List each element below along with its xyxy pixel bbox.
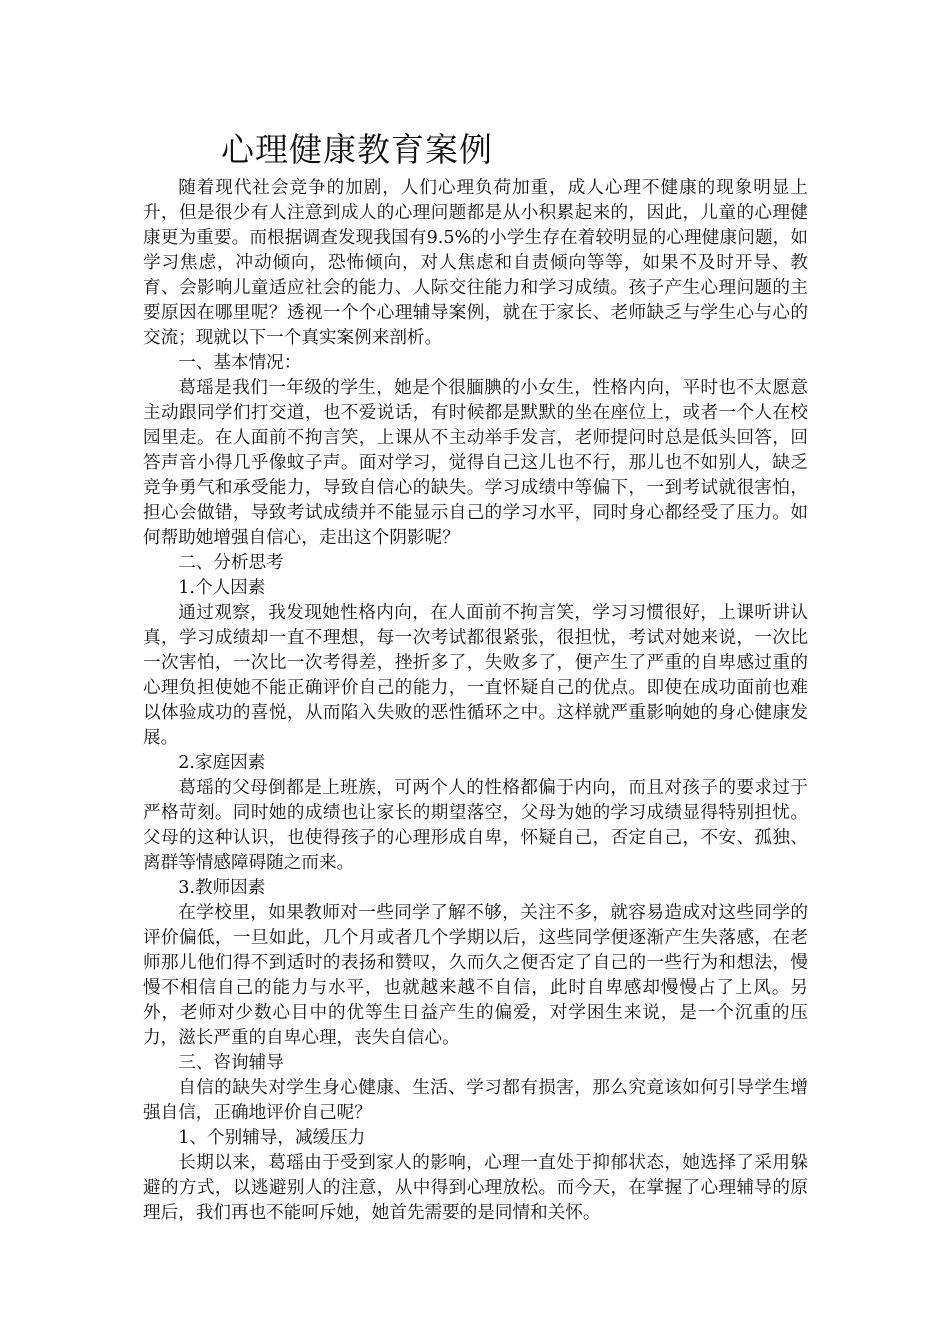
personal-factor-paragraph: 通过观察，我发现她性格内向，在人面前不拘言笑，学习习惯很好，上课听讲认真，学习成绩却一直不理想，每一次考试都很紧张，很担忧，考试对她来说，一次比一次害怕，一次比一次考得差，挫折多了，失败多了，便产生了严重的自卑感过重的心理负担使她不能正确评价自己的能力，一直怀疑自己的优点。即使在成功面前也难以体验成功的喜悦，从而陷入失败的恶性循环之中。这样就严重影响她的身心健康发展。 <box>143 603 808 748</box>
basic-info-paragraph: 葛瑶是我们一年级的学生，她是个很腼腆的小女生，性格内向，平时也不太愿意主动跟同学们打交道，也不爱说话，有时候都是默默的坐在座位上，或者一个人在校园里走。在人面前不拘言笑，上课从不主动举手发言，老师提问时总是低头回答，回答声音小得几乎像蚊子声。面对学习，觉得自己这儿也不行，那儿也不如别人，缺乏竞争勇气和承受能力，导致自信心的缺失。学习成绩中等偏下，一到考试就很害怕，担心会做错，导致考试成绩并不能显示自己的学习水平，同时身心都经受了压力。如何帮助她增强自信心，走出这个阴影呢？ <box>143 378 808 548</box>
section-heading-counseling: 三、咨询辅导 <box>178 1053 284 1073</box>
section-heading-basic-info: 一、基本情况： <box>178 353 302 373</box>
teacher-factor-paragraph: 在学校里，如果教师对一些同学了解不够，关注不多，就容易造成对这些同学的评价偏低，一旦如此，几个月或者几个学期以后，这些同学便逐渐产生失落感，在老师那儿他们得不到适时的表扬和赞叹，久而久之便否定了自己的一些行为和想法，慢慢不相信自己的能力与水平，也就越来越不自信，此时自卑感却慢慢占了上风。另外，老师对少数心目中的优等生日益产生的偏爱，对学困生来说，是一个沉重的压力，滋长严重的自卑心理，丧失自信心。 <box>143 903 808 1048</box>
family-factor-paragraph: 葛瑶的父母倒都是上班族，可两个人的性格都偏于内向，而且对孩子的要求过于严格苛刻。同时她的成绩也让家长的期望落空，父母为她的学习成绩显得特别担忧。父母的这种认识，也使得孩子的心理形成自卑，怀疑自己，否定自己，不安、孤独、离群等情感障碍随之而来。 <box>143 778 808 873</box>
counseling-paragraph: 自信的缺失对学生身心健康、生活、学习都有损害，那么究竟该如何引导学生增强自信，正确地评价自己呢？ <box>143 1078 808 1123</box>
intro-paragraph: 随着现代社会竞争的加剧，人们心理负荷加重，成人心理不健康的现象明显上升，但是很少有人注意到成人的心理问题都是从小积累起来的，因此，儿童的心理健康更为重要。而根据调查发现我国有9.5%的小学生存在着较明显的心理健康问题，如学习焦虑，冲动倾向，恐怖倾向，对人焦虑和自责倾向等等，如果不及时开导、教育、会影响儿童适应社会的能力、人际交往能力和学习成绩。孩子产生心理问题的主要原因在哪里呢？透视一个个心理辅导案例，就在于家长、老师缺乏与学生心与心的交流；现就以下一个真实案例来剖析。 <box>143 178 808 348</box>
subheading-family-factor: 2.家庭因素 <box>178 753 266 773</box>
subheading-teacher-factor: 3.教师因素 <box>178 878 266 898</box>
individual-guidance-paragraph: 长期以来，葛瑶由于受到家人的影响，心理一直处于抑郁状态，她选择了采用躲避的方式，以逃避别人的注意，从中得到心理放松。而今天，在掌握了心理辅导的原理后，我们再也不能呵斥她，她首先需要的是同情和关怀。 <box>143 1153 808 1223</box>
subheading-individual-guidance: 1、个别辅导，减缓压力 <box>178 1128 366 1148</box>
document-title: 心理健康教育案例 <box>221 130 493 169</box>
subheading-personal-factor: 1.个人因素 <box>178 578 266 598</box>
section-heading-analysis: 二、分析思考 <box>178 553 284 573</box>
document-page <box>143 128 808 1226</box>
